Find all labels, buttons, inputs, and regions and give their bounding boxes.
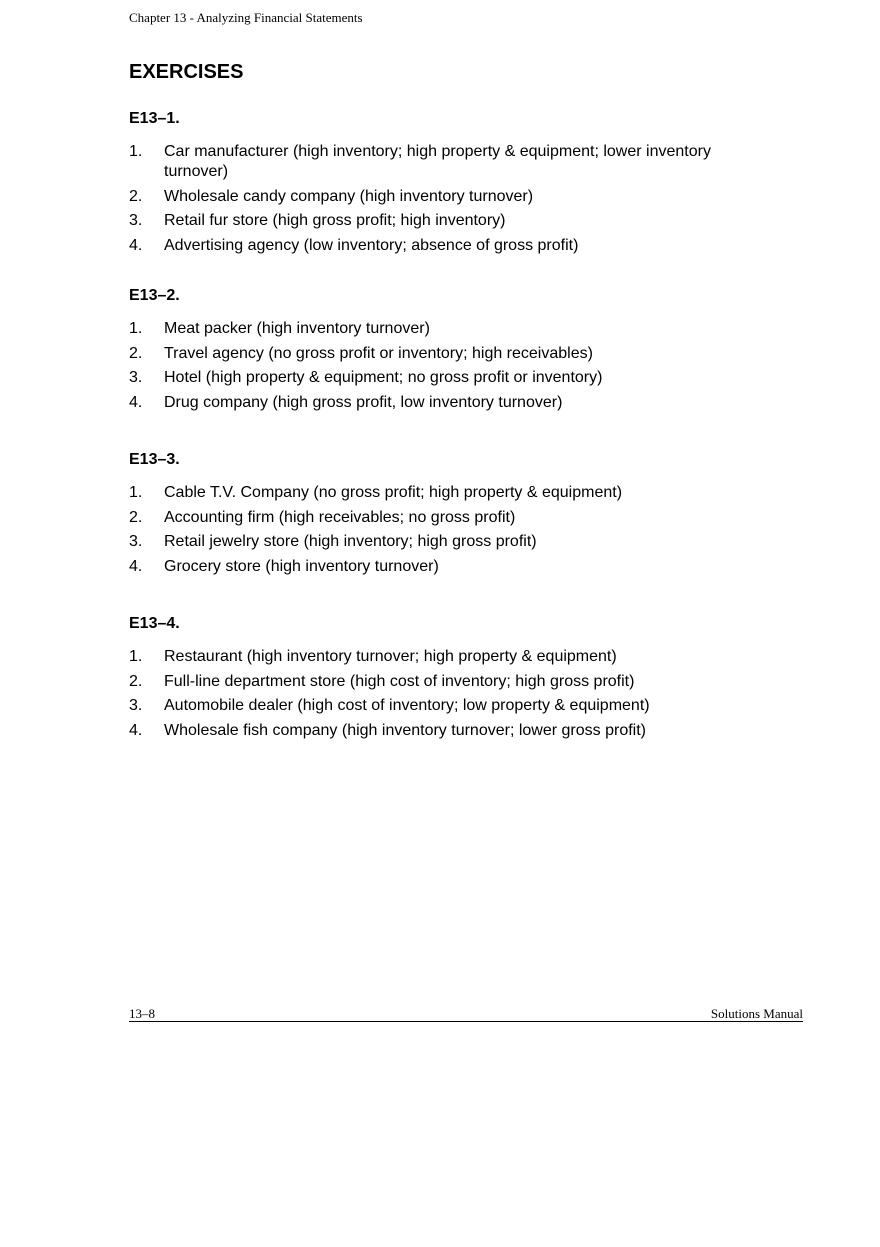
exercise-e13-1 [129,109,749,260]
answer-list [129,319,749,413]
list-item [129,344,749,364]
item-text: Restaurant (high inventory turnover; high property & equipment) [164,648,617,665]
item-text: Cable T.V. Company (no gross profit; high property & equipment) [164,484,623,501]
list-item [129,211,749,231]
list-item [129,647,749,667]
exercise-e13-3 [129,450,749,581]
item-number: 4. [129,557,143,575]
exercise-e13-2 [129,286,749,417]
page-footer [129,1006,803,1022]
item-text: Accounting firm (high receivables; no gross profit) [164,508,516,526]
item-number: 3. [129,697,143,714]
list-item [129,483,749,503]
item-text: Retail fur store (high gross profit; high inventory) [164,212,506,229]
item-number: 2. [129,672,143,690]
item-text: Advertising agency (low inventory; absence of gross profit) [164,236,579,254]
item-text: Hotel (high property & equipment; no gross profit or inventory) [164,369,603,386]
list-item [129,721,749,741]
list-item [129,319,749,339]
exercise-e13-4 [129,614,749,745]
item-text: Retail jewelry store (high inventory; high gross profit) [164,533,537,550]
item-number: 3. [129,212,143,229]
answer-list [129,483,749,577]
exercise-heading: E13–2. [129,287,180,304]
item-number: 1. [129,484,143,501]
item-number: 2. [129,508,143,526]
item-text: Wholesale fish company (high inventory turnover; lower gross profit) [164,721,646,739]
list-item [129,393,749,413]
item-text: Automobile dealer (high cost of inventory; low property & equipment) [164,697,650,714]
list-item [129,187,749,207]
book-title: Solutions Manual [710,1006,803,1021]
item-number: 2. [129,344,143,362]
item-text: Meat packer (high inventory turnover) [164,320,430,337]
page-title: EXERCISES [129,61,244,83]
item-number: 1. [129,143,143,160]
item-number: 2. [129,187,143,205]
item-number: 1. [129,648,143,665]
item-text: Drug company (high gross profit, low inventory turnover) [164,393,563,411]
list-item [129,672,749,692]
exercise-heading: E13–4. [129,615,180,632]
running-head: Chapter 13 - Analyzing Financial Statements [129,10,363,25]
list-item [129,532,749,552]
item-text: Car manufacturer (high inventory; high property & equipment; lower inventory turnover) [164,143,711,180]
item-number: 3. [129,369,143,386]
item-number: 4. [129,236,143,254]
page-number: 13–8 [129,1006,155,1021]
list-item [129,696,749,716]
item-text: Wholesale candy company (high inventory turnover) [164,187,534,205]
list-item [129,236,749,256]
item-number: 4. [129,721,143,739]
answer-list [129,647,749,741]
item-number: 3. [129,533,143,550]
item-text: Grocery store (high inventory turnover) [164,557,439,575]
list-item [129,368,749,388]
answer-list [129,142,749,256]
list-item [129,142,749,182]
list-item [129,557,749,577]
item-text: Full-line department store (high cost of inventory; high gross profit) [164,672,635,690]
exercise-heading: E13–1. [129,110,180,127]
exercise-heading: E13–3. [129,451,180,468]
list-item [129,508,749,528]
item-text: Travel agency (no gross profit or inventory; high receivables) [164,344,593,362]
item-number: 4. [129,393,143,411]
item-number: 1. [129,320,143,337]
